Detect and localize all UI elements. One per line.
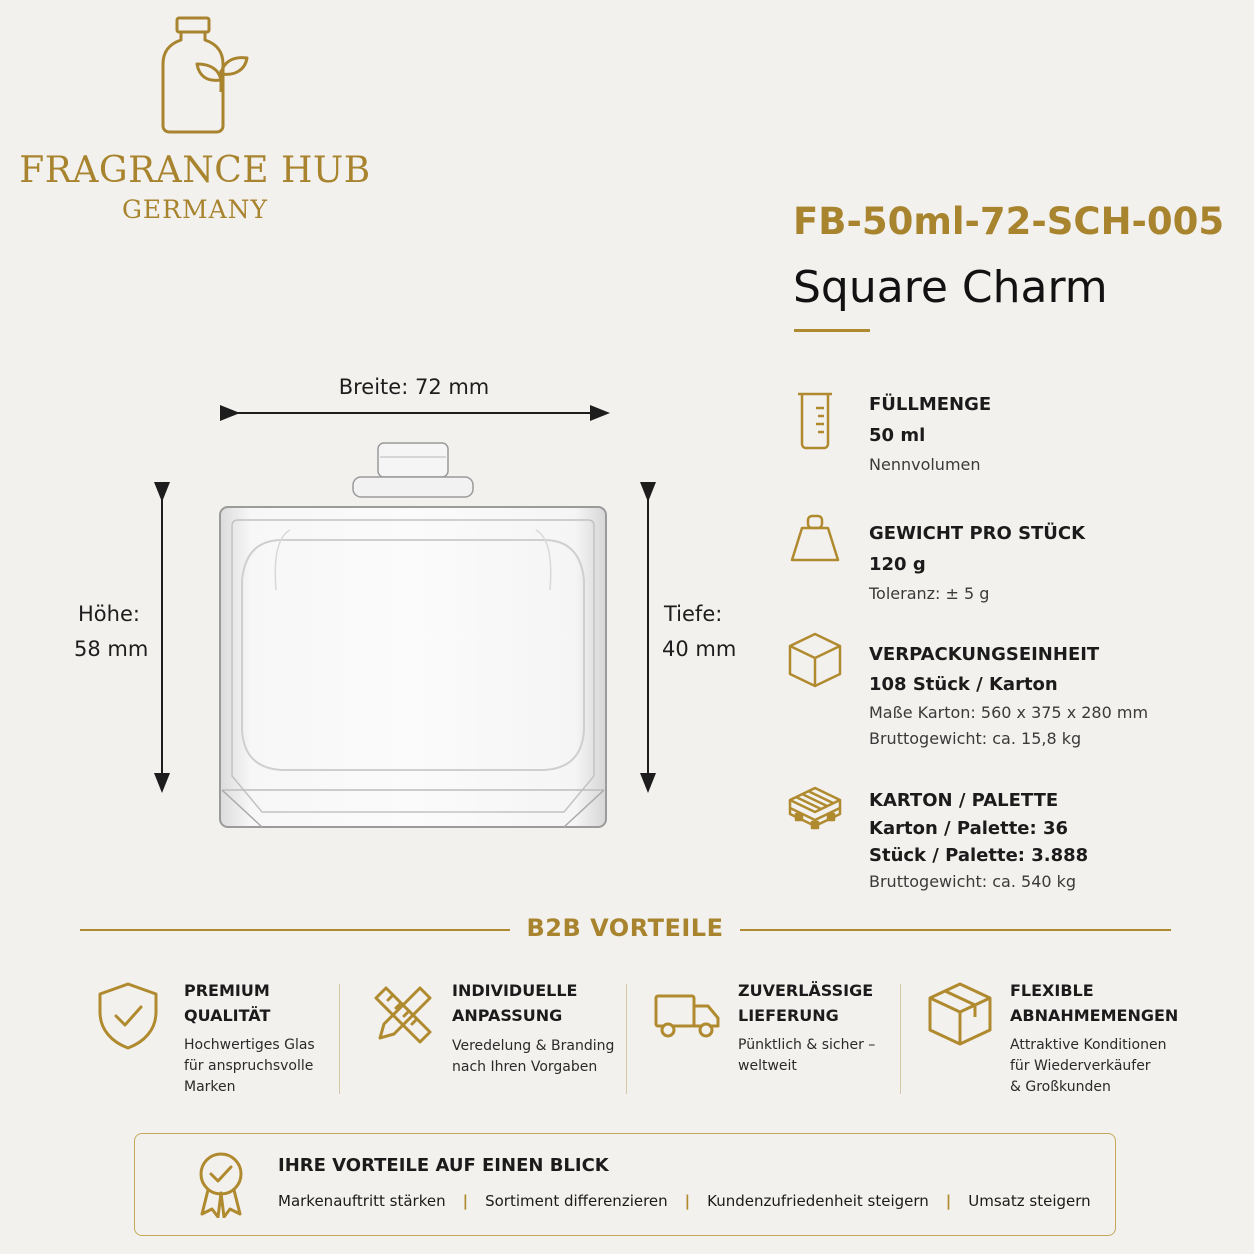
benefit-customization-title: INDIVIDUELLE ANPASSUNG (452, 981, 578, 1025)
product-sku: FB-50ml-72-SCH-005 (793, 200, 1225, 243)
summary-separator: | (462, 1192, 469, 1210)
weight-icon (786, 510, 844, 572)
beaker-icon (786, 388, 844, 450)
benefit-divider (339, 984, 340, 1094)
weight-title: GEWICHT PRO STÜCK (869, 523, 1086, 544)
box-icon (786, 628, 844, 690)
pallet-title: KARTON / PALETTE (869, 790, 1059, 811)
bottle-leaf-logo-icon (150, 14, 260, 138)
packaging-title: VERPACKUNGSEINHEIT (869, 644, 1100, 665)
summary-box (134, 1133, 1116, 1236)
benefit-divider (900, 984, 901, 1094)
packaging-sub-dimensions: Maße Karton: 560 x 375 x 280 mm (869, 703, 1149, 722)
summary-separator: | (684, 1192, 691, 1210)
title-underline (794, 329, 870, 332)
pallet-sub: Bruttogewicht: ca. 540 kg (869, 872, 1077, 891)
fill-sub: Nennvolumen (869, 455, 981, 474)
packaging-sub-weight: Bruttogewicht: ca. 15,8 kg (869, 729, 1082, 748)
packaging-value: 108 Stück / Karton (869, 674, 1058, 695)
benefit-quality-title: PREMIUM QUALITÄT (184, 981, 271, 1025)
product-name: Square Charm (793, 262, 1108, 313)
pallet-pieces: Stück / Palette: 3.888 (869, 845, 1089, 866)
package-icon (925, 980, 995, 1050)
summary-item: Umsatz steigern (968, 1192, 1091, 1210)
pallet-cartons: Karton / Palette: 36 (869, 818, 1069, 839)
weight-sub: Toleranz: ± 5 g (869, 584, 990, 603)
b2b-divider-right (740, 929, 1171, 931)
fill-title: FÜLLMENGE (869, 394, 992, 415)
benefit-quantities-title: FLEXIBLE ABNAHMEMENGEN (1010, 981, 1179, 1025)
weight-value: 120 g (869, 554, 926, 575)
bottle-dimension-drawing (0, 0, 760, 900)
benefit-customization-text: Veredelung & Branding nach Ihren Vorgaben (452, 1038, 615, 1075)
benefit-quality-text: Hochwertiges Glas für anspruchsvolle Marken (184, 1037, 315, 1095)
brand-name: FRAGRANCE HUB (19, 150, 371, 191)
width-label: Breite: 72 mm (338, 375, 490, 399)
ruler-pencil-icon (368, 980, 438, 1050)
height-label: Höhe: (78, 602, 140, 626)
summary-items (278, 1192, 1091, 1210)
summary-item: Markenauftritt stärken (278, 1192, 446, 1210)
height-value: 58 mm (74, 637, 149, 661)
b2b-divider-left (80, 929, 510, 931)
benefit-delivery-title: ZUVERLÄSSIGE LIEFERUNG (738, 981, 874, 1025)
summary-separator: | (945, 1192, 952, 1210)
pallet-icon (786, 780, 844, 842)
benefit-divider (626, 984, 627, 1094)
depth-label: Tiefe: (664, 602, 723, 626)
truck-icon (652, 980, 722, 1050)
b2b-heading: B2B VORTEILE (526, 914, 724, 942)
summary-item: Sortiment differenzieren (485, 1192, 668, 1210)
award-badge-icon (190, 1150, 252, 1218)
depth-value: 40 mm (662, 637, 737, 661)
summary-title: IHRE VORTEILE AUF EINEN BLICK (278, 1155, 609, 1176)
brand-subtitle: GERMANY (121, 195, 269, 224)
summary-item: Kundenzufriedenheit steigern (707, 1192, 929, 1210)
fill-value: 50 ml (869, 425, 926, 446)
benefit-quantities-text: Attraktive Konditionen für Wiederverkäufer & Großkunden (1010, 1037, 1167, 1095)
benefit-delivery-text: Pünktlich & sicher – weltweit (738, 1037, 876, 1074)
shield-check-icon (93, 980, 163, 1050)
